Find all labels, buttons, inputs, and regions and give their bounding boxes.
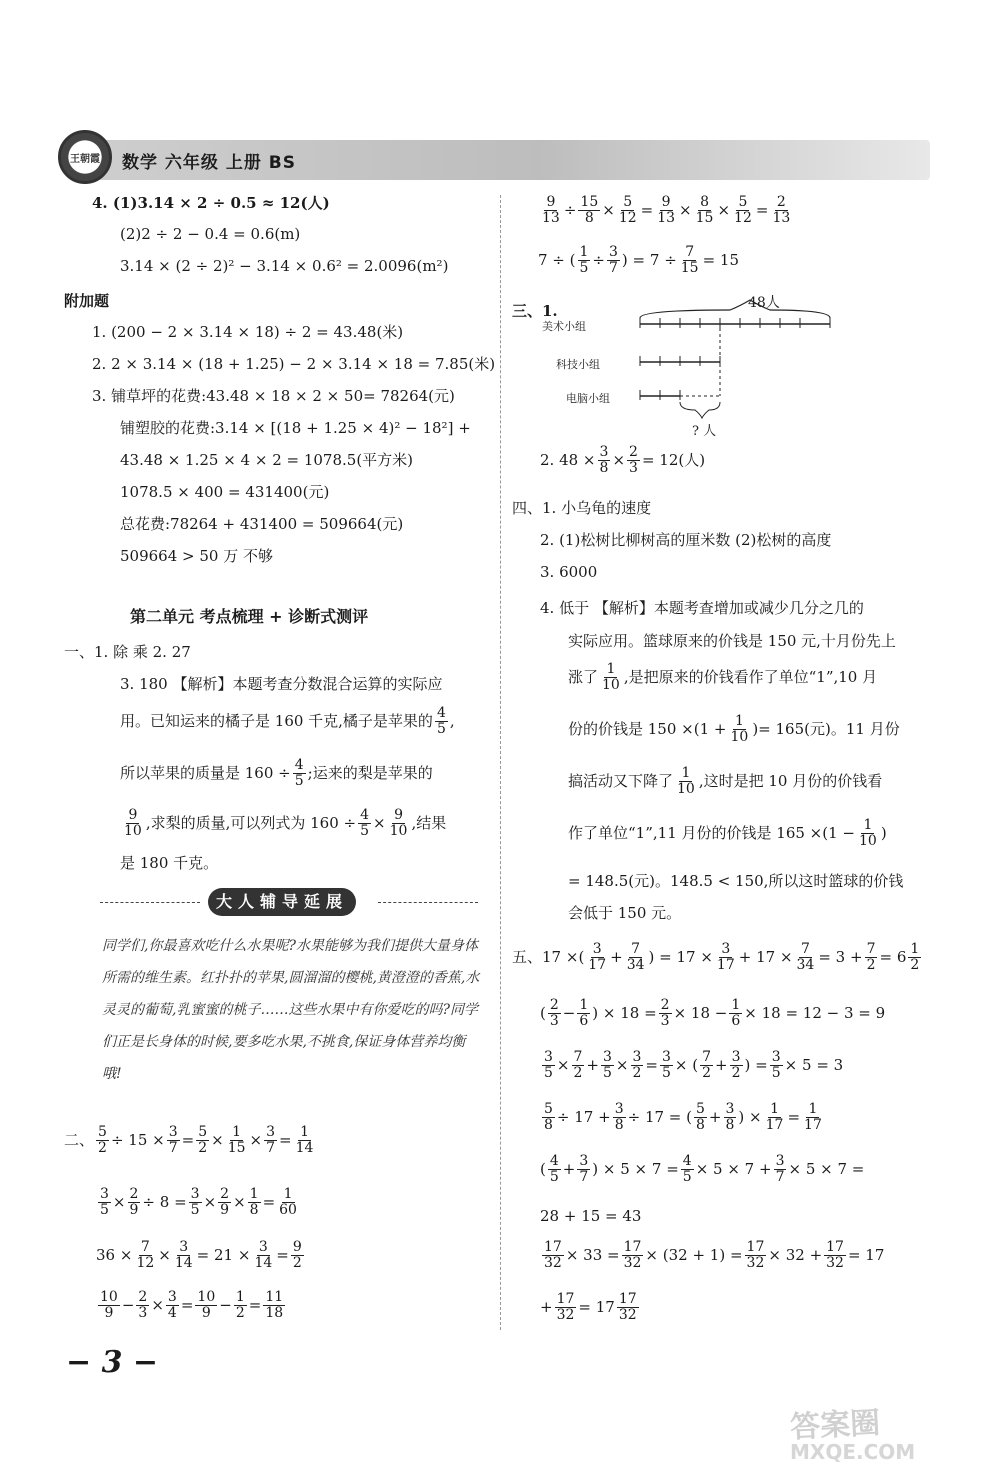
- left-line-8: 铺塑胶的花费:3.14 × [(18 + 1.25 × 4)² − 18²] +: [120, 419, 471, 437]
- section-title: 第二单元 考点梳理 + 诊断式测评: [130, 607, 369, 626]
- er-line-3: 36 × $\frac{7}{12}$ × $\frac{3}{14}$ = 21 × $\frac{3}{14}$ = $\frac{9}{2}$: [96, 1239, 302, 1272]
- watermark: 答案圈: [789, 1405, 882, 1446]
- san-1-label: 三、1.: [512, 302, 558, 320]
- logo-text: 王朝霞: [70, 153, 100, 165]
- si-4d: 份的价钱是 150 ×(1 + $\frac{1}{10}$ )= 165(元)。11 月份: [568, 713, 900, 746]
- si-4b: 实际应用。篮球原来的价钱是 150 元,十月份先上: [568, 632, 896, 650]
- wu-line-6: 28 + 15 = 43: [540, 1207, 642, 1225]
- ext-dash-left: [100, 902, 200, 903]
- page-number: − 3 −: [66, 1345, 159, 1380]
- left-line-7: 3. 铺草坪的花费:43.48 × 18 × 2 × 50= 78264(元): [92, 387, 455, 405]
- diagram-row-tech: 科技小组: [556, 358, 600, 371]
- left-line-9: 43.48 × 1.25 × 4 × 2 = 1078.5(平方米): [120, 451, 414, 469]
- si-1: 四、1. 小乌龟的速度: [512, 499, 652, 517]
- left-line-11: 总花费:78264 + 431400 = 509664(元): [120, 515, 404, 533]
- si-3: 3. 6000: [540, 563, 598, 581]
- si-4c: 涨了 $\frac{1}{10}$ ,是把原来的价钱看作了单位“1”,10 月: [568, 661, 878, 694]
- wu-line-7: $\frac{17}{32}$ × 33 = $\frac{17}{32}$ × (32 + 1) = $\frac{17}{32}$ × 32 + $\frac{17}{32}$ = 17: [544, 1239, 885, 1272]
- si-4a: 4. 低于 【解析】本题考查增加或减少几分之几的: [540, 599, 864, 617]
- wu-line-8: + $\frac{17}{32}$ = 17 $\frac{17}{32}$: [540, 1291, 637, 1324]
- si-2: 2. (1)松树比柳树高的厘米数 (2)松树的高度: [540, 531, 832, 549]
- left-line-6: 2. 2 × 3.14 × (18 + 1.25) − 2 × 3.14 × 18 = 7.85(米): [92, 355, 496, 373]
- extension-text: 同学们,你最喜欢吃什么水果呢?水果能够为我们提供大量身体所需的维生素。红扑扑的苹果,圆溜溜的樱桃,黄澄澄的香蕉,水灵灵的葡萄,乳蜜蜜的桃子……这些水果中有你爱吃的吗?同学们正是长身体的时候,要多吃水果,不挑食,保证身体营养均衡哦!: [102, 938, 480, 1082]
- si-4e: 搞活动又下降了 $\frac{1}{10}$ ,这时是把 10 月份的价钱看: [568, 765, 883, 798]
- diagram-row-computer: 电脑小组: [566, 392, 610, 405]
- er-line-2: $\frac{3}{5}$ × $\frac{2}{9}$ ÷ 8 = $\frac{3}{5}$ × $\frac{2}{9}$ × $\frac{1}{8}$ = $\frac{1}{60}$: [100, 1186, 297, 1219]
- left-line-5: 1. (200 − 2 × 3.14 × 18) ÷ 2 = 43.48(米): [92, 323, 404, 341]
- bonus-heading: 附加题: [64, 292, 110, 310]
- er-line-1: 二、 $\frac{5}{2}$ ÷ 15 × $\frac{3}{7}$ = $\frac{5}{2}$ × $\frac{1}{15}$ × $\frac{3}{7}$ = $\frac{1}{14}$: [64, 1124, 314, 1157]
- left-line-17: $\frac{9}{10}$ ,求梨的质量,可以列式为 160 ÷ $\frac{4}{5}$ × $\frac{9}{10}$ ,结果: [124, 807, 447, 840]
- wu-line-2: ( $\frac{2}{3}$ − $\frac{1}{6}$ ) × 18 = $\frac{2}{3}$ × 18 − $\frac{1}{6}$ × 18 = 12 − 3 = 9: [540, 997, 886, 1030]
- si-4f: 作了单位“1”,11 月份的价钱是 165 ×(1 − $\frac{1}{10}$ ): [568, 817, 887, 850]
- left-line-2: (2)2 ÷ 2 − 0.4 = 0.6(m): [120, 225, 301, 243]
- left-line-1: 4. (1)3.14 × 2 ÷ 0.5 ≈ 12(人): [92, 194, 330, 212]
- diagram-row-art: 美术小组: [542, 320, 586, 333]
- left-line-16: 所以苹果的质量是 160 ÷ $\frac{4}{5}$ ;运来的梨是苹果的: [120, 757, 433, 790]
- header-title: 数学 六年级 上册 BS: [122, 153, 296, 173]
- si-4g: = 148.5(元)。148.5 < 150,所以这时篮球的价钱: [568, 872, 904, 890]
- left-line-10: 1078.5 × 400 = 431400(元): [120, 483, 330, 501]
- diagram-total: 48人: [748, 295, 780, 311]
- left-line-18: 是 180 千克。: [120, 854, 219, 872]
- extension-title: 大人辅导延展: [208, 888, 356, 916]
- er-line-4: $\frac{10}{9}$ − $\frac{2}{3}$ × $\frac{3}{4}$ = $\frac{10}{9}$ − $\frac{1}{2}$ = $\frac{11}{18}$: [100, 1289, 284, 1322]
- san-2: 2. 48 × $\frac{3}{8}$ × $\frac{2}{3}$ = 12(人): [540, 444, 706, 477]
- wu-line-1: 五、17 ×( $\frac{3}{17}$ + $\frac{7}{34}$ ) = 17 × $\frac{3}{17}$ + 17 × $\frac{7}{34}$ = 3 + $\frac{7}{2}$ = 6 $\frac{1}{2}$: [512, 941, 920, 974]
- si-4h: 会低于 150 元。: [568, 904, 682, 922]
- column-divider: [500, 195, 501, 1330]
- wu-line-4: $\frac{5}{8}$ ÷ 17 + $\frac{3}{8}$ ÷ 17 = ( $\frac{5}{8}$ + $\frac{3}{8}$ ) × $\frac{1}{17}$ = $\frac{1}{17}$: [544, 1101, 822, 1134]
- ext-dash-right: [378, 902, 478, 903]
- wu-line-5: ( $\frac{4}{5}$ + $\frac{3}{7}$ ) × 5 × 7 = $\frac{4}{5}$ × 5 × 7 + $\frac{3}{7}$ × 5 × 7 =: [540, 1153, 865, 1186]
- left-line-3: 3.14 × (2 ÷ 2)² − 3.14 × 0.6² = 2.0096(m²): [120, 257, 449, 275]
- diagram-question: ? 人: [692, 424, 717, 439]
- left-line-15: 用。已知运来的橘子是 160 千克,橘子是苹果的 $\frac{4}{5}$ ,: [120, 705, 455, 738]
- right-eq-1: $\frac{9}{13}$ ÷ $\frac{15}{8}$ × $\frac{5}{12}$ = $\frac{9}{13}$ × $\frac{8}{15}$ × $\frac{5}{12}$ = $\frac{2}{13}$: [542, 194, 791, 227]
- brand-logo: [58, 130, 112, 184]
- left-line-12: 509664 > 50 万 不够: [120, 547, 273, 565]
- left-line-14: 3. 180 【解析】本题考查分数混合运算的实际应: [120, 675, 443, 693]
- left-line-13: 一、1. 除 乘 2. 27: [64, 643, 191, 661]
- watermark-url: MXQE.COM: [790, 1440, 916, 1464]
- right-eq-2: 7 ÷ ( $\frac{1}{5}$ ÷ $\frac{3}{7}$ ) = 7 ÷ $\frac{7}{15}$ = 15: [538, 244, 740, 277]
- wu-line-3: $\frac{3}{5}$ × $\frac{7}{2}$ + $\frac{3}{5}$ × $\frac{3}{2}$ = $\frac{3}{5}$ × ( $\frac{7}{2}$ + $\frac{3}{2}$ ) = $\frac{3}{5}$ × 5 = 3: [544, 1049, 844, 1082]
